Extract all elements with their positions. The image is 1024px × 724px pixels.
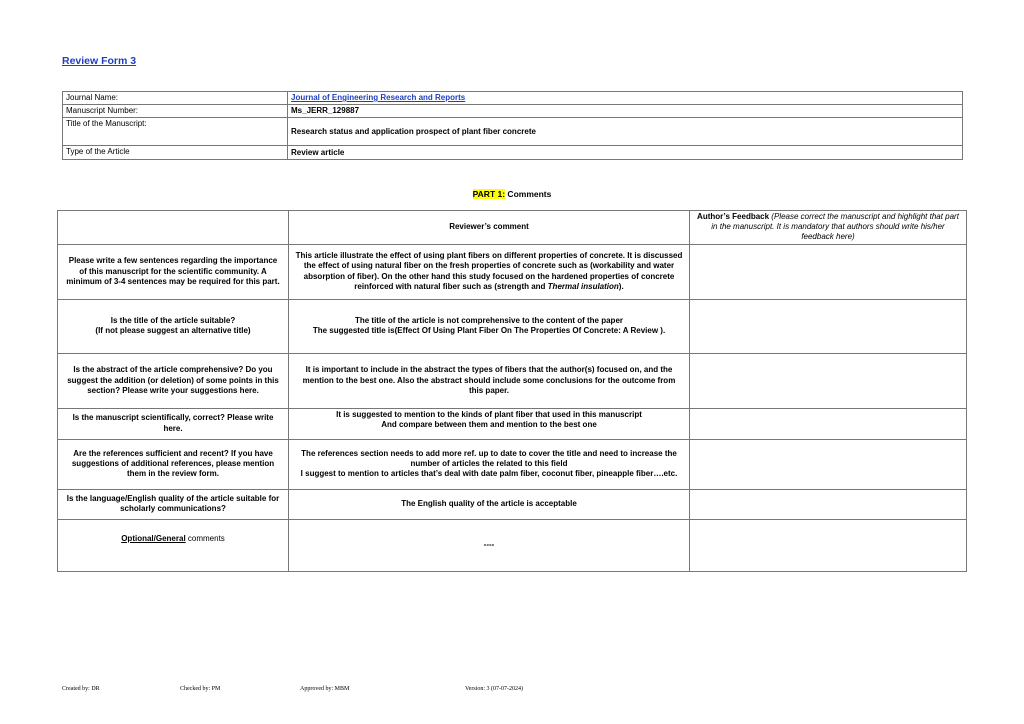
comment-importance-end: ). <box>618 281 624 291</box>
comment-title-line1: The title of the article is not comprehensive to the content of the paper <box>354 315 624 325</box>
feedback-cell-optional[interactable] <box>690 519 967 571</box>
question-header <box>58 211 289 245</box>
question-optional-rest: comments <box>185 533 225 543</box>
comment-references <box>289 439 690 489</box>
review-row-language <box>58 489 967 519</box>
info-row-title <box>63 118 963 146</box>
comment-references-line1: The references section needs to add more ref. up to date to cover the title and need to increase the number of articles the related to this field <box>301 448 677 469</box>
question-language: Is the language/English quality of the article suitable for scholarly communications? <box>58 489 289 519</box>
feedback-cell-abstract[interactable] <box>690 353 967 408</box>
journal-label: Journal Name: <box>63 92 288 105</box>
comment-scientific-line1: It is suggested to mention to the kinds of plant fiber that used in this manuscript <box>336 409 642 419</box>
author-feedback-header <box>690 211 967 245</box>
review-row-abstract <box>58 353 967 408</box>
review-row-scientific <box>58 408 967 439</box>
question-title-line2: (If not please suggest an alternative title) <box>95 326 251 336</box>
comment-scientific <box>289 408 690 439</box>
article-type-label: Type of the Article <box>63 146 288 160</box>
footer-checked-by: Checked by: PM <box>180 686 221 692</box>
question-scientific: Is the manuscript scientifically, correct? Please write here. <box>58 408 289 439</box>
part-label: Comments <box>505 189 552 199</box>
author-feedback-instruction: (Please correct the manuscript and highlight that part in the manuscript. It is mandatory that authors should write his/her feedback here) <box>711 212 959 242</box>
question-references: Are the references sufficient and recent? If you have suggestions of additional references, please mention them in the review form. <box>58 439 289 489</box>
feedback-cell-references[interactable] <box>690 439 967 489</box>
author-feedback-title: Author’s Feedback <box>697 212 770 221</box>
comment-scientific-line2: And compare between them and mention to the best one <box>381 419 597 429</box>
feedback-cell-scientific[interactable] <box>690 408 967 439</box>
comment-abstract: It is important to include in the abstract the types of fibers that the author(s) focused on, and the mention to the best one. Also the abstract should include some conclusions for the outcome from this paper. <box>289 353 690 408</box>
comment-references-line2: I suggest to mention to articles that’s deal with date palm fiber, coconut fiber, pineapple fiber….etc. <box>300 469 678 479</box>
review-row-title <box>58 299 967 353</box>
part-number-highlight: PART 1: <box>472 189 506 199</box>
feedback-cell-importance[interactable] <box>690 244 967 299</box>
comment-language: The English quality of the article is acceptable <box>289 489 690 519</box>
manuscript-number-value: Ms_JERR_129887 <box>288 105 963 118</box>
review-row-optional <box>58 519 967 571</box>
question-title <box>58 299 289 353</box>
part-heading <box>0 189 1024 199</box>
question-optional-label: Optional/General <box>121 533 186 543</box>
manuscript-number-label: Manuscript Number: <box>63 105 288 118</box>
question-optional <box>58 519 289 571</box>
info-row-journal <box>63 92 963 105</box>
form-title[interactable]: Review Form 3 <box>62 55 137 67</box>
info-row-type <box>63 146 963 160</box>
footer-created-by: Created by: DR <box>62 686 100 692</box>
comment-optional: ---- <box>289 519 690 571</box>
header-row <box>58 211 967 245</box>
journal-link[interactable]: Journal of Engineering Research and Reports <box>288 92 963 105</box>
footer-approved-by: Approved by: MBM <box>300 686 350 692</box>
question-title-line1: Is the title of the article suitable? <box>110 315 236 325</box>
review-comments-table <box>57 210 967 572</box>
review-row-references <box>58 439 967 489</box>
feedback-cell-title[interactable] <box>690 299 967 353</box>
comment-importance-italic: Thermal insulation <box>547 281 619 291</box>
comment-title-line2: The suggested title is(Effect Of Using Plant Fiber On The Properties Of Concrete: A Review ). <box>312 326 666 336</box>
info-row-manuscript <box>63 105 963 118</box>
article-type-value: Review article <box>288 146 963 160</box>
reviewer-comment-header: Reviewer’s comment <box>289 211 690 245</box>
comment-importance <box>289 244 690 299</box>
footer-version: Version: 3 (07-07-2024) <box>465 686 523 692</box>
question-abstract: Is the abstract of the article comprehensive? Do you suggest the addition (or deletion) of some points in this section? Please write your suggestions here. <box>58 353 289 408</box>
review-row-importance <box>58 244 967 299</box>
manuscript-info-table <box>62 91 963 160</box>
question-importance: Please write a few sentences regarding the importance of this manuscript for the scientific community. A minimum of 3-4 sentences may be required for this part. <box>58 244 289 299</box>
manuscript-title-label: Title of the Manuscript: <box>63 118 288 146</box>
comment-importance-text: This article illustrate the effect of using plant fibers on different properties of concrete. It is discussed the effect of using natural fiber on the fresh properties of concrete such as (workability and water absorption of fiber). On the other hand this study focused on the hardened properties of concrete reinforced with natural fiber such as (strength and <box>295 251 683 291</box>
manuscript-title-value: Research status and application prospect of plant fiber concrete <box>288 118 963 146</box>
comment-title <box>289 299 690 353</box>
feedback-cell-language[interactable] <box>690 489 967 519</box>
